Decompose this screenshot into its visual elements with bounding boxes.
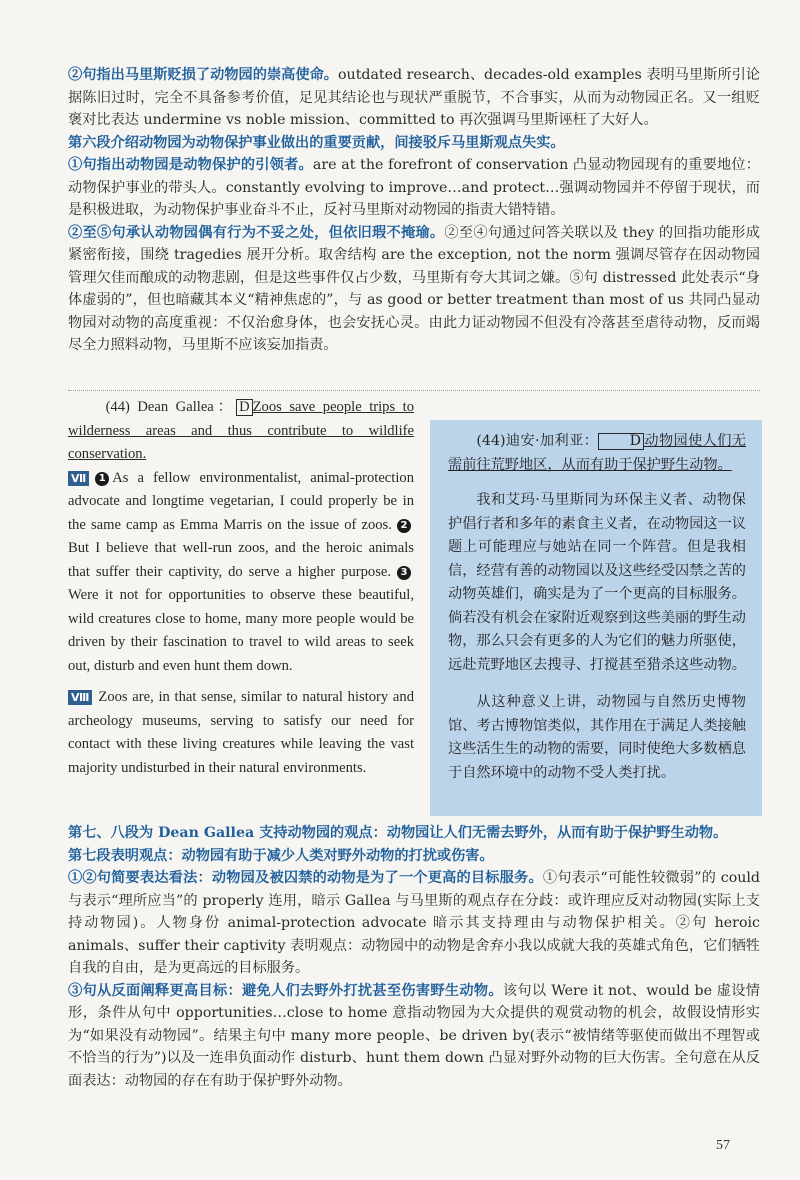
translation-statement: 动物园使人们无需前往荒野地区，从而有助于保护野生动物。	[448, 433, 746, 473]
analysis-bottom	[68, 822, 760, 1092]
analysis-paragraph	[68, 980, 760, 1093]
paragraph-marker: Ⅷ	[68, 690, 92, 705]
analysis-paragraph	[68, 845, 760, 868]
answer-box: D	[236, 399, 253, 416]
sentence-number: 1	[95, 472, 109, 486]
page-number: 57	[716, 1138, 730, 1153]
analysis-paragraph	[68, 867, 760, 980]
paragraph-vii	[68, 467, 414, 679]
analysis-paragraph	[68, 154, 760, 222]
paragraph-marker: Ⅶ	[68, 471, 89, 486]
question-statement	[68, 396, 414, 467]
translation-number: (44)迪安·加利亚：	[476, 433, 599, 449]
analysis-text: ②至④句通过问答关联以及 they 的回指功能形成紧密衔接，围绕 tragedies 展开分析。取舍结构 are the exception, not the norm 强调尽管存在因动物园管理欠佳而酿成的动物悲剧，但是这些事件仅占少数，马里斯有夸大其词之嫌。⑤句 distressed 此处表示“身体虚弱的”，但也暗藏其本义“精神焦虑的”，与 as good or better treatment than most of us 共同凸显动物园对动物的高度重视：不仅治愈身体，也会安抚心灵。由此力证动物园不但没有冷落甚至虐待动物，反而竭尽全力照料动物，马里斯不应该妄加指责。	[68, 224, 760, 353]
analysis-heading: ①②句简要表达看法：动物园及被囚禁的动物是为了一个更高的目标服务。	[68, 870, 543, 886]
analysis-text: outdated research、decades-old examples 表明马里斯所引论据陈旧过时，完全不具备参考价值，足见其结论也与现状严重脱节，不合事实，从而为动物园正名。又一组贬褒对比表达 undermine vs noble mission、committed to 再次强调马里斯诬枉了大好人。	[68, 67, 760, 128]
sentence-text: Were it not for opportunities to observe these beautiful, wild creatures close to home, many more people would be driven by their fascination to travel to wild areas to seek out, disturb and even hunt them down.	[68, 587, 414, 674]
analysis-text: ①句表示“可能性较微弱”的 could 与表示“理所应当”的 properly 连用，暗示 Gallea 与马里斯的观点存在分歧：或许理应反对动物园(实际上支持动物园)。人物身份 animal-protection advocate 暗示其支持理由与动物保护相关。②句 heroic animals、suffer their captivity 表明观点：动物园中的动物是舍弃小我以成就大我的英雄式角色，它们牺牲自我的自由，是为更高远的目标服务。	[68, 870, 760, 976]
translation-paragraph: 我和艾玛·马里斯同为环保主义者、动物保护倡行者和多年的素食主义者，在动物园这一议题上可能理应与她站在同一个阵营。但是我相信，经营有善的动物园以及这些经受囚禁之苦的动物英雄们，确实是为了一个更高的目标服务。倘若没有机会在家附近观察到这些美丽的野生动物，那么只会有更多的人为它们的魅力所驱使，远赴荒野地区去搜寻、打搅甚至猎杀这些动物。	[448, 492, 746, 673]
analysis-paragraph	[68, 822, 760, 845]
analysis-text: 该句以 Were it not、would be 虚设情形，条件从句中 opportunities…close to home 意指动物园为大众提供的观赏动物的机会，故假设情形实为“如果没有动物园”。结果主句中 many more people、be driven by(表示“被情绪等驱使而做出不理智或不恰当的行为”)以及一连串负面动作 disturb、hunt them down 凸显对野外动物的巨大伤害。全句意在从反面表达：动物园的存在有助于保护野外动物。	[68, 982, 760, 1089]
analysis-heading: ②句指出马里斯贬损了动物园的崇高使命。	[68, 67, 339, 83]
translation-box	[430, 420, 762, 816]
analysis-heading: 第七段表明观点：动物园有助于减少人类对野外动物的打扰或伤害。	[68, 847, 494, 864]
translation-paragraph: 从这种意义上讲，动物园与自然历史博物馆、考古博物馆类似，其作用在于满足人类接触这些活生生的动物的需要，同时使绝大多数栖息于自然环境中的动物不受人类打扰。	[448, 694, 746, 781]
analysis-top	[68, 64, 760, 357]
analysis-paragraph	[68, 132, 760, 155]
analysis-paragraph	[68, 64, 760, 132]
question-text: Zoos save people trips to wilderness areas and thus contribute to wildlife conservation.	[68, 399, 414, 462]
analysis-heading: ③句从反面阐释更高目标：避免人们去野外打扰甚至伤害野生动物。	[68, 982, 503, 999]
sentence-text: But I believe that well-run zoos, and the heroic animals that suffer their captivity, do serve a higher purpose.	[68, 540, 414, 580]
english-passage	[68, 396, 414, 780]
analysis-heading: 支持动物园的观点：动物园让人们无需去野外，从而有助于保护野生动物。	[254, 825, 728, 841]
analysis-text: are at the forefront of conservation 凸显动物园现有的重要地位：动物保护事业的带头人。constantly evolving to improve…and protect…强调动物园并不停留于现状，而是积极进取，为动物保护事业奋斗不止，反衬马里斯对动物园的指责大错特错。	[68, 157, 760, 218]
sentence-number: 2	[397, 519, 411, 533]
analysis-paragraph	[68, 222, 760, 357]
section-divider	[68, 390, 760, 391]
question-number: (44) Dean Gallea：	[105, 399, 237, 415]
analysis-heading: ②至⑤句承认动物园偶有行为不妥之处，但依旧瑕不掩瑜。	[68, 224, 445, 241]
analysis-heading: 第七、八段为	[68, 825, 159, 841]
analysis-heading: ①句指出动物园是动物保护的引领者。	[68, 157, 313, 173]
analysis-heading: 第六段介绍动物园为动物保护事业做出的重要贡献，间接驳斥马里斯观点失实。	[68, 134, 565, 151]
translation-heading	[448, 430, 746, 477]
paragraph-viii	[68, 686, 414, 780]
sentence-number: 3	[397, 566, 411, 580]
sentence-text: Zoos are, in that sense, similar to natural history and archeology museums, serving to satisfy our need for contact with these living creatures while leaving the vast majority undisturbed in their natural environments.	[68, 689, 414, 776]
analysis-heading-name: Dean Gallea	[158, 825, 255, 841]
sentence-text: As a fellow environmentalist, animal-protection advocate and longtime vegetarian, I could properly be in the same camp as Emma Marris on the issue of zoos.	[68, 469, 414, 533]
answer-box: D	[598, 433, 644, 450]
